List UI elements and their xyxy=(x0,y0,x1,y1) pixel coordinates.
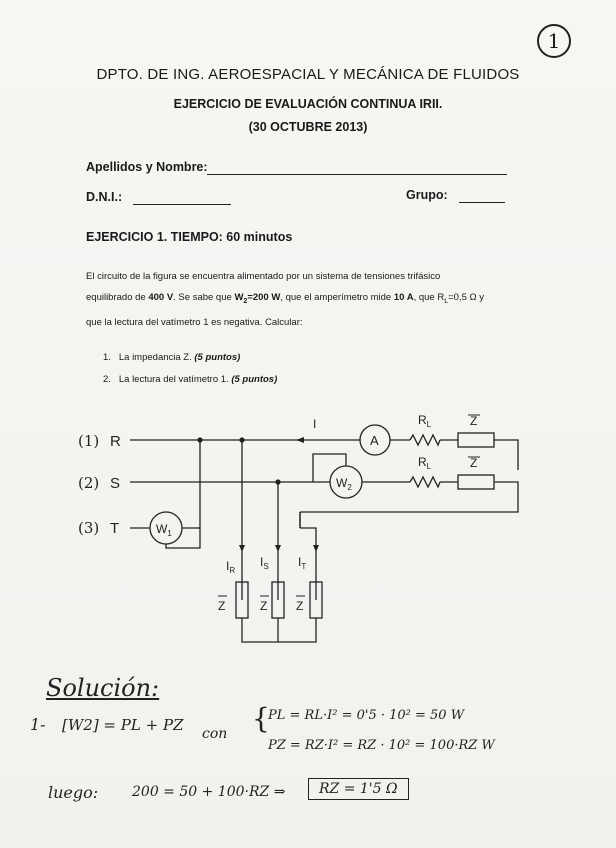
name-label: Apellidos y Nombre: xyxy=(86,160,208,174)
load-Z-T-label: Z xyxy=(296,599,304,613)
name-field[interactable] xyxy=(207,174,507,175)
con-word: con xyxy=(202,726,228,742)
resistor-1-label: $R_L$ xyxy=(418,413,432,429)
final-equation: 200 = 50 + 100·RZ ⇒ xyxy=(132,784,286,800)
branch-current-R: $I_R$ xyxy=(226,559,236,575)
ammeter-label: A xyxy=(370,433,379,448)
branch-current-S: $I_S$ xyxy=(260,555,269,571)
brace: { xyxy=(252,702,270,735)
w2-equation: [W2] = PL + PZ xyxy=(62,716,184,734)
group-label: Grupo: xyxy=(406,188,448,202)
load-Z-S-label: Z xyxy=(260,599,268,613)
statement-line-1: El circuito de la figura se encuentra alimentado por un sistema de tensiones trifásico xyxy=(86,271,441,282)
resistor-2-label: $R_L$ xyxy=(418,455,432,471)
wattmeter-2-label: $W_2$ xyxy=(336,476,352,492)
line-T-label: T xyxy=(110,520,120,537)
line-2-number: (2) xyxy=(78,474,100,492)
impedance-Z-1 xyxy=(458,433,494,447)
star-point xyxy=(242,618,316,642)
resistor-RL-2 xyxy=(410,477,440,487)
exercise-statement xyxy=(86,266,530,333)
impedance-Z-2 xyxy=(458,475,494,489)
exam-date: (30 OCTUBRE 2013) xyxy=(248,120,368,134)
line-1-number: (1) xyxy=(78,432,100,450)
load-Z-R-label: Z xyxy=(218,599,226,613)
statement-line-3: que la lectura del vatímetro 1 es negativa. Calcular: xyxy=(86,316,303,328)
group-field[interactable] xyxy=(459,202,505,203)
result-box: RZ = 1'5 Ω xyxy=(308,778,409,800)
solution-item-number: 1- xyxy=(30,715,46,734)
line-R-wire xyxy=(130,440,518,470)
impedance-2-label: Z xyxy=(470,456,478,470)
solution-title: Solución: xyxy=(46,674,160,702)
drop-T xyxy=(300,512,316,600)
question-1: 1. La impedancia Z. (5 puntos) xyxy=(103,352,241,363)
power-z-equation: PZ = RZ·I² = RZ · 10² = 100·RZ W xyxy=(268,738,495,753)
line-S-wire xyxy=(130,482,518,512)
current-I-label: I xyxy=(313,417,317,431)
department-heading: DPTO. DE ING. AEROESPACIAL Y MECÁNICA DE FLUIDOS xyxy=(96,66,520,83)
impedance-1-label: Z xyxy=(470,414,478,428)
page-number: 1 xyxy=(537,24,571,58)
question-2: 2. La lectura del vatímetro 1. (5 puntos) xyxy=(103,374,278,385)
power-line-equation: PL = RL·I² = 0'5 · 10² = 50 W xyxy=(268,708,465,723)
current-I-arrow xyxy=(296,437,304,443)
statement-line-2: equilibrado de 400 V. Se sabe que $W_2=200$ W, que el amperímetro mide 10 A, que $R_L=0,5$ Ω y xyxy=(86,292,485,305)
circuit-diagram xyxy=(0,400,616,660)
exercise-title: EJERCICIO DE EVALUACIÓN CONTINUA IRII. xyxy=(173,97,443,111)
exercise-heading: EJERCICIO 1. TIEMPO: 60 minutos xyxy=(86,230,293,244)
luego-word: luego: xyxy=(48,783,99,802)
branch-current-T: $I_T$ xyxy=(298,555,307,571)
line-3-number: (3) xyxy=(78,519,100,537)
wattmeter-1-label: $W_1$ xyxy=(156,522,172,538)
resistor-RL-1 xyxy=(410,435,440,445)
dni-field[interactable] xyxy=(133,204,231,205)
line-S-label: S xyxy=(110,475,121,492)
line-R-label: R xyxy=(110,433,121,450)
dni-label: D.N.I.: xyxy=(86,190,123,204)
